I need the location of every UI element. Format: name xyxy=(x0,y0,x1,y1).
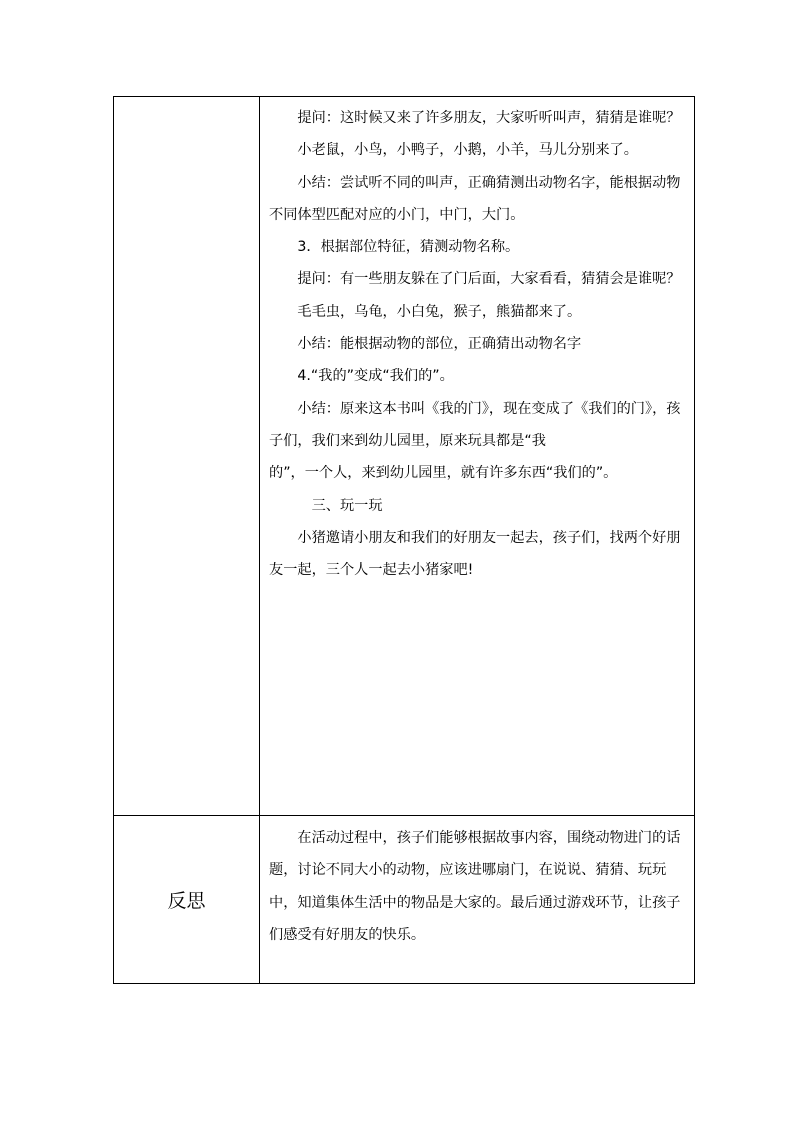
summary-continuation: 的”，一个人，来到幼儿园里，就有许多东西“我们的”。 xyxy=(269,465,618,482)
play-paragraph: 小猪邀请小朋友和我们的好朋友一起去，孩子们，找两个好朋友一起，三个人一起去小猪家吧! xyxy=(269,529,681,579)
activity-content xyxy=(260,97,694,586)
reflection-content xyxy=(260,816,694,951)
reflection-paragraph: 在活动过程中，孩子们能够根据故事内容，围绕动物进门的话题，讨论不同大小的动物，应该进哪扇门，在说说、猜猜、玩玩中，知道集体生活中的物品是大家的。最后通过游戏环节，让孩子们感受有好朋友的快乐。 xyxy=(269,830,681,943)
reflection-row xyxy=(114,816,695,984)
animals-paragraph: 毛毛虫，乌龟，小白兔，猴子，熊猫都来了。 xyxy=(297,303,582,320)
lesson-plan-table xyxy=(113,96,695,984)
summary-paragraph: 小结：尝试听不同的叫声，正确猜测出动物名字，能根据动物不同体型匹配对应的小门，中门，大门。 xyxy=(269,174,681,223)
question-paragraph: 提问：这时候又来了许多朋友，大家听听叫声，猜猜是谁呢？ xyxy=(297,110,681,126)
reflection-label: 反思 xyxy=(114,816,260,984)
activity-content-cell xyxy=(260,97,695,816)
step-three-heading: 3．根据部位特征，猜测动物名称。 xyxy=(297,239,520,256)
step-four-heading: 4.“我的”变成“我们的”。 xyxy=(297,368,454,385)
animals-paragraph: 小老鼠，小鸟，小鸭子，小鹅，小羊，马儿分别来了。 xyxy=(297,142,638,159)
summary-paragraph: 小结：原来这本书叫《我的门》，现在变成了《我们的门》，孩子们，我们来到幼儿园里，原来玩具都是“我 xyxy=(269,400,681,449)
reflection-content-cell xyxy=(260,816,695,984)
section-three-heading: 三、玩一玩 xyxy=(311,497,383,514)
activity-label-cell xyxy=(114,97,260,816)
activity-row xyxy=(114,97,695,816)
question-paragraph: 提问：有一些朋友躲在了门后面，大家看看，猜猜会是谁呢？ xyxy=(297,271,681,288)
summary-paragraph: 小结：能根据动物的部位，正确猜出动物名字 xyxy=(297,336,582,353)
